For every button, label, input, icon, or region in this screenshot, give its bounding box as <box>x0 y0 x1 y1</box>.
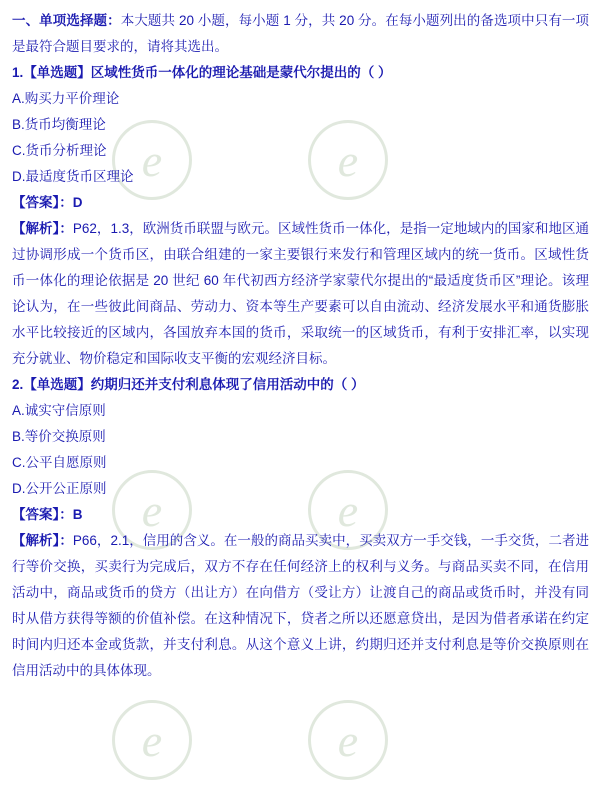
watermark-icon: e <box>308 700 388 780</box>
explanation-label: 【解析】： <box>12 221 73 236</box>
answer-line <box>12 502 589 528</box>
question-stem-text: 区域性货币一体化的理论基础是蒙代尔提出的（ ） <box>90 65 392 80</box>
watermark-icon: e <box>112 470 192 550</box>
watermark-icon: e <box>112 120 192 200</box>
option-b[interactable]: B.货币均衡理论 <box>12 117 106 132</box>
option-d[interactable]: D.最适度货币区理论 <box>12 169 134 184</box>
question-number: 2. <box>12 377 24 392</box>
explanation-line <box>12 216 589 372</box>
option-a[interactable]: A.诚实守信原则 <box>12 403 106 418</box>
section-heading-description: 本大题共 20 小题，每小题 1 分，共 20 分。在每小题列出的备选项中只有一项是最符合题目要求的，请将其选出。 <box>12 13 590 54</box>
answer-label: 【答案】： <box>12 507 73 522</box>
question-item <box>12 60 589 372</box>
option-c[interactable]: C.货币分析理论 <box>12 143 107 158</box>
question-type-tag: 【单选题】 <box>23 377 91 392</box>
question-number: 1. <box>12 65 24 80</box>
answer-value: B <box>72 507 83 522</box>
option-a[interactable]: A.购买力平价理论 <box>12 91 120 106</box>
option-d[interactable]: D.公开公正原则 <box>12 481 107 496</box>
section-heading <box>12 8 589 60</box>
question-stem-text: 约期归还并支付利息体现了信用活动中的（ ） <box>90 377 365 392</box>
explanation-label: 【解析】： <box>12 533 73 548</box>
option-b[interactable]: B.等价交换原则 <box>12 429 106 444</box>
explanation-line <box>12 528 589 684</box>
watermark-icon: e <box>112 700 192 780</box>
explanation-text: P66，2.1，信用的含义。在一般的商品买卖中，买卖双方一手交钱，一手交货，二者进行等价交换，买卖行为完成后，双方不存在任何经济上的权利与义务。与商品买卖不同，在信用活动中，商品或货币的贷方（出让方）在向借方（受让方）让渡自己的商品或货币时，并没有同时从借方获得等额的价值补偿。在这种情况下，贷者之所以还愿意贷出，是因为借者承诺在约定时间内归还本金或货款，并支付利息。从这个意义上讲，约期归还并支付利息是等价交换原则在信用活动中的具体体现。 <box>12 533 589 678</box>
explanation-text: P62，1.3，欧洲货币联盟与欧元。区域性货币一体化，是指一定地域内的国家和地区通过协调形成一个货币区，由联合组建的一家主要银行来发行和管理区域内的统一货币。区域性货币一体化的理论依据是 20 世纪 60 年代初西方经济学家蒙代尔提出的“最适度货币区”理论。该理论认为，在一些彼此间商品、劳动力、资本等生产要素可以自由流动、经济发展水平和通货膨胀水平比较接近的区域内，各国放弃本国的货币，采取统一的区域货币，有利于安排汇率，以实现充分就业、物价稳定和国际收支平衡的宏观经济目标。 <box>12 221 589 366</box>
question-type-tag: 【单选题】 <box>23 65 91 80</box>
section-heading-label: 一、单项选择题： <box>12 13 121 28</box>
question-item <box>12 372 589 684</box>
watermark-icon: e <box>308 120 388 200</box>
question-stem <box>12 60 589 86</box>
question-stem <box>12 372 589 398</box>
option-c[interactable]: C.公平自愿原则 <box>12 455 107 470</box>
watermark-icon: e <box>308 470 388 550</box>
answer-line <box>12 190 589 216</box>
answer-label: 【答案】： <box>12 195 73 210</box>
answer-value: D <box>72 195 83 210</box>
